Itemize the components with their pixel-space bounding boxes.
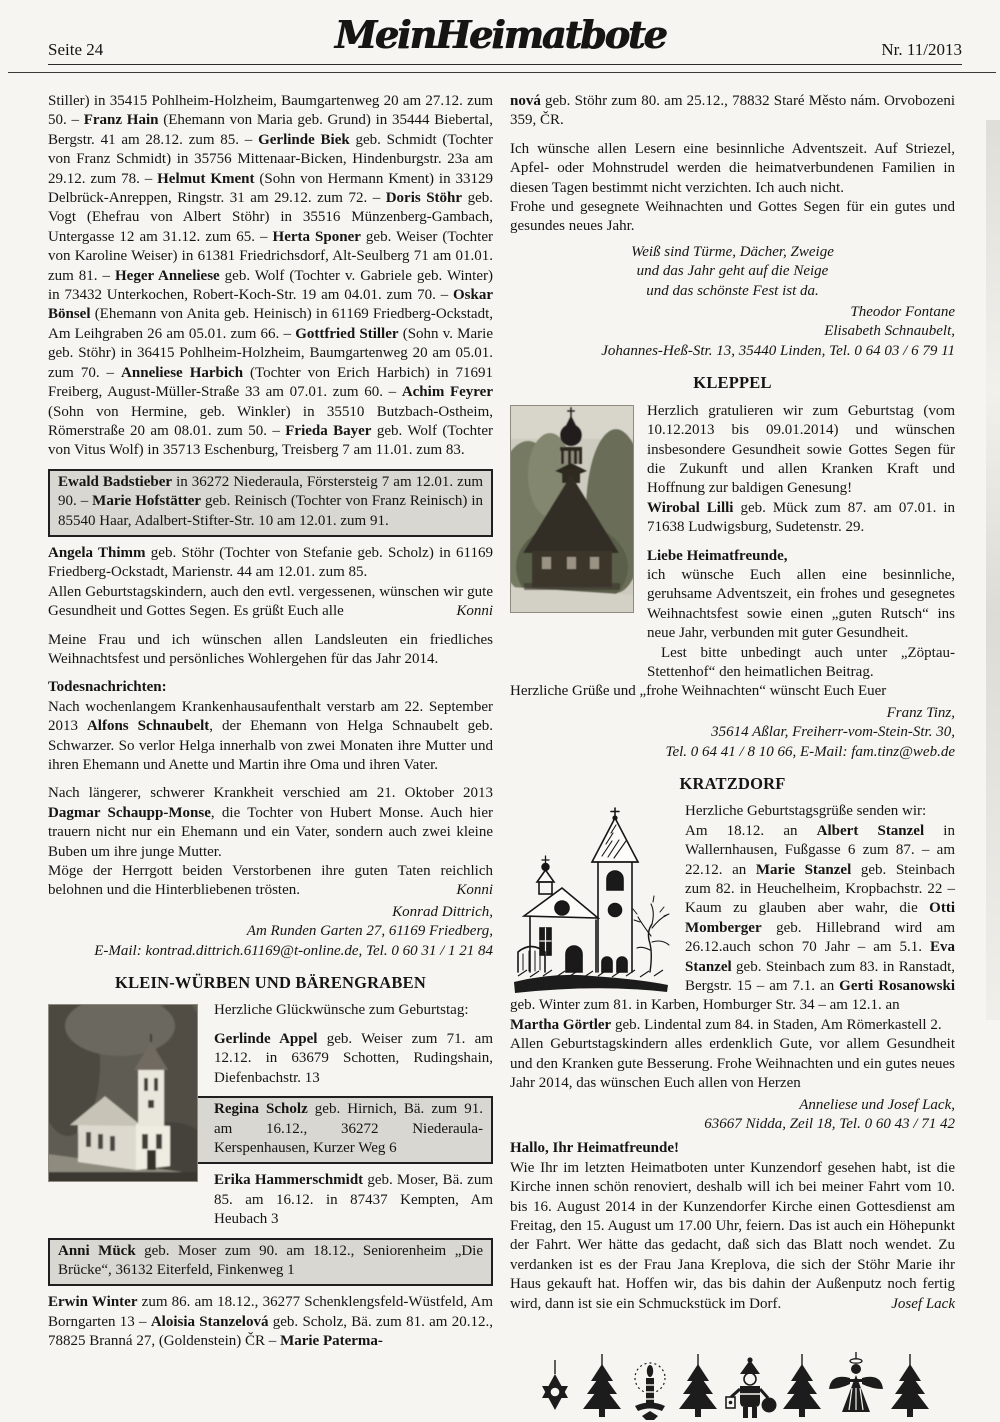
hallo-heading: Hallo, Ihr Heimatfreunde!: [510, 1140, 680, 1157]
name-bold: Gottfried Stiller: [295, 325, 399, 342]
text-segment: Allen Geburtstagskindern, auch den evtl. vergessenen, wünschen wir gute Gesundheit und Gottes Segen. Es grüßt Euch alle: [48, 583, 493, 620]
section-heading-klein-wuerben: KLEIN-WÜRBEN UND BÄRENGRABEN: [115, 973, 426, 993]
frohe-weihnachten-paragraph: Frohe und gesegnete Weihnachten und Gottes Segen für ein gutes und gesundes neues Jahr.: [510, 199, 955, 235]
text-segment: geb. Vogt (Ehefrau von Albert Stöhr) in 35516 Münzenberg-Gambach, Untergasse 12 am 31.12. zum 65. –: [48, 190, 493, 245]
birthday-list-continued: [48, 92, 493, 461]
name-bold: Dagmar Schaupp-Monse: [48, 804, 211, 821]
liebe-heimatfreunde-heading: Liebe Heimatfreunde,: [647, 547, 788, 564]
name-bold: Ewald Badstieber: [58, 473, 173, 490]
candle-icon: [627, 1358, 673, 1422]
text-segment: (Ehemann von Anita geb. Heinisch) in 61169 Friedberg-Ockstadt, Am Leihgraben 26 am 05.01. zum 66. –: [48, 306, 493, 342]
name-bold: Gerlinde Biek: [258, 131, 350, 148]
hallo-body: [510, 1159, 955, 1314]
text-segment: geb. Mück zum 87. am 07.01. in 71638 Ludwigsburg, Sudetenstr. 29.: [647, 499, 955, 536]
name-bold: Herta Sponer: [272, 228, 361, 245]
signature-text: Konni: [456, 603, 493, 620]
text-segment: geb. Reinisch (Tochter von Franz Reinisch) in 85540 Haar, Adalbert-Stifter-Str. 10 am 12.01. zum 91.: [58, 493, 484, 529]
left-column: [48, 92, 493, 1422]
name-bold: Alfons Schnaubelt: [86, 718, 210, 735]
name-bold: Wirobal Lilli: [647, 499, 734, 516]
text-segment: zum 86. am 18.12., 36277 Schenklengsfeld-Wüstfeld, Am Borngarten 13 –: [48, 1294, 493, 1330]
page-number: Seite 24: [48, 40, 104, 59]
line: E-Mail: kontrad.dittrich.61169@t-online.de, Tel. 0 60 31 / 1 21 84: [94, 942, 493, 959]
zoeptau-note: Lest bitte unbedingt auch unter „Zöptau-Stettenhof“ den heimatlichen Beitrag.: [647, 644, 955, 680]
line: Tel. 0 64 41 / 8 10 66, E-Mail: fam.tinz@web.de: [665, 743, 955, 760]
kratzdorf-intro: Herzliche Geburtstagsgrüße senden wir:: [685, 803, 927, 820]
name-bold: Frieda Bayer: [285, 422, 372, 439]
name-bold: Achim Feyrer: [401, 384, 493, 401]
name-bold: Franz Hain: [83, 112, 159, 129]
text-segment: Nach wochenlangem Krankenhausaufenthalt verstarb am 22. September 2013: [48, 698, 493, 735]
text-segment: geb. Steinbach zum 83. in Ranstadt, Bergstr. 15 – am 7.1. an: [685, 958, 955, 995]
text-segment: geb. Winter zum 81. in Karben, Homburger Str. 34 – am 12.1. an: [510, 997, 900, 1014]
liebe-heimatfreunde-body: ich wünsche Euch allen eine besinnliche, geruhsame Adventszeit, ein frohes und gesegnetes Weihnachtsfest sowie einen „guten Rutsch“ ins neue Jahr, verbunden mit guter Gesundheit.: [647, 566, 955, 642]
signature-text: Konni: [456, 882, 493, 899]
kratzdorf-figure: [510, 802, 955, 1015]
name-bold: Eva Stanzel: [685, 939, 955, 975]
text-segment: geb. Hirnich, Bä. zum 91. am 16.12., 36272 Niederaula-Kerspenhausen, Kurzer Weg 6: [214, 1101, 483, 1156]
text-segment: (Sohn von Hermann Kment) in 33129 Delbrück-Anreppen, Ringstr. 31 am 29.12. zum 72. –: [48, 170, 493, 207]
text-segment: (Sohn v. Marie geb. Stöhr) in 36415 Pohlheim-Holzheim, Baumgartenweg 20 am 05.01. zum 70. –: [48, 325, 493, 381]
text-segment: (Tochter von Erich Harbich) in 71691 Freiberg, August-Müller-Straße 33 am 07.01. zum 60. –: [48, 364, 494, 401]
birthday-greeting: [48, 583, 493, 622]
line: Konrad Dittrich,: [392, 903, 493, 920]
santa-icon: [723, 1356, 777, 1422]
text-segment: Am 18.12. an: [685, 822, 817, 839]
fontane-poem: [510, 243, 955, 301]
all-wishes-paragraph: Allen Geburtstagskindern alles erdenklich Gute, vor allem Gesundheit und den Kranken gute Besserung. Frohe Weihnachten und ein gutes neues Jahr 2014, das wünschen Euch allen von Herzen: [510, 1036, 955, 1092]
name-bold: Doris Stöhr: [385, 190, 463, 207]
kleppel-onion-dome-church-photo: [510, 405, 634, 613]
text-segment: geb. Lindental zum 84. in Staden, Am Römerkastell 2.: [611, 1016, 942, 1033]
line: Anneliese und Josef Lack,: [799, 1096, 955, 1113]
name-bold: Angela Thimm: [48, 544, 146, 561]
death-blessing: [48, 862, 493, 901]
text-segment: (Sohn von Hermine, geb. Winkler) in 35510 Butzbach-Ostheim, Römerstraße 20 am 08.01. zum 50. –: [48, 403, 493, 439]
klein-wuerben-church-photo: [48, 1004, 198, 1182]
angel-icon: [827, 1352, 885, 1422]
line: Am Runden Garten 27, 61169 Friedberg,: [246, 923, 493, 940]
text-segment: , der Ehemann von Helga Schnaubelt geb. Schwarzer. So verlor Helga innerhalb von zwei Monaten ihre Mutter und ihren Ehemann und Anette und Martin ihre Oma und ihren Vater.: [48, 718, 493, 773]
kleppel-intro: Herzlich gratulieren wir zum Geburtstag (vom 10.12.2013 bis 09.01.2014) und wünschen insbesondere Gesundheit sowie Gottes Segen für die Zukunft und allen Kranken Kraft und Hoffnung zur baldigen Genesung!: [647, 402, 955, 497]
line: Elisabeth Schnaubelt,: [824, 323, 955, 340]
text-segment: Stiller) in 35415 Pohlheim-Holzheim, Baumgartenweg 20 am 27.12. zum 50. –: [48, 93, 493, 129]
name-bold: Oskar Bönsel: [48, 287, 493, 323]
highlight-box-mueck: [48, 1238, 493, 1287]
name-bold: Marie Hofstätter: [92, 493, 202, 510]
text-segment: Möge der Herrgott beiden Verstorbenen ihre guten Taten reichlich belohnen und die Hinterbliebenen trösten.: [48, 863, 493, 899]
dittrich-signature: [48, 903, 493, 961]
kleppel-figure: [510, 402, 955, 683]
text-segment: in 36272 Niederaula, Förstersteig 7 am 12.01. zum 90. –: [58, 473, 483, 510]
line: 63667 Nidda, Zeil 18, Tel. 0 60 43 / 71 42: [704, 1115, 955, 1132]
winter-paragraph: [48, 1293, 493, 1351]
death-notices-heading: Todesnachrichten:: [48, 679, 167, 696]
text-segment: in Wallernhausen, Fußgasse 6 zum 87. – am 22.12. an: [685, 822, 955, 878]
text-segment: geb. Moser, Bä. zum 85. am 16.12. in 87437 Kempten, Am Heubach 3: [214, 1172, 494, 1228]
line: 35614 Aßlar, Freiherr-vom-Stein-Str. 30,: [711, 724, 955, 741]
right-column: [510, 92, 955, 1422]
name-bold: nová: [510, 93, 541, 109]
two-column-body: [0, 80, 1000, 1422]
masthead-title: MeinHeimatbote: [319, 16, 682, 60]
name-bold: Regina Scholz: [214, 1101, 308, 1118]
text-segment: geb. Moser zum 90. am 18.12., Seniorenheim „Die Brücke“, 36132 Eiterfeld, Finkenweg 1: [58, 1242, 484, 1278]
name-bold: Albert Stanzel: [816, 822, 925, 839]
name-bold: Erwin Winter: [48, 1294, 138, 1311]
klein-wuerben-figure: [48, 1001, 493, 1229]
highlight-box-badstieber: [48, 469, 493, 537]
scan-artifact: [986, 120, 1000, 1020]
signature-text: Josef Lack: [891, 1295, 955, 1312]
star-ornament-icon: [533, 1360, 577, 1422]
tinz-signature: [510, 704, 955, 762]
text-segment: geb. Scholz, Bä. zum 81. am 20.12., 78825 Branná 27, (Goldenstein) ČR –: [48, 1313, 494, 1350]
text-segment: geb. Weiser (Tochter von Karoline Weiser) in 61381 Friedrichsdorf, Alt-Seulberg 71 am 01.01. zum 81. –: [48, 228, 493, 284]
thimm-paragraph: [48, 544, 493, 583]
new-year-wish: Meine Frau und ich wünschen allen Landsleuten ein friedliches Weihnachtsfest und persönliches Wohlergehen für das Jahr 2014.: [48, 631, 493, 667]
name-bold: Martha Görtler: [510, 1016, 612, 1033]
gruesse-line: Herzliche Grüße und „frohe Weihnachten“ wünscht Euch Euer: [510, 683, 887, 700]
issue-number: Nr. 11/2013: [881, 40, 962, 59]
kratzdorf-church-line-drawing: [510, 804, 672, 996]
name-bold: Marie Stanzel: [755, 861, 852, 878]
line: Theodor Fontane: [850, 304, 955, 321]
goertler-paragraph: [510, 1016, 955, 1035]
lack-signature: [510, 1096, 955, 1135]
name-bold: Gerlinde Appel: [214, 1030, 318, 1047]
death-notice-schnaubelt: [48, 698, 493, 776]
text-segment: geb. Schmidt (Tochter von Franz Schmidt) in 35756 Mittenaar-Bicken, Hindenburgstr. 23a am 29.12. zum 78. –: [48, 131, 494, 187]
header-rule-upper: [48, 64, 962, 65]
patermanova-continued: [510, 92, 955, 131]
text-segment: geb. Wolf (Tochter von Vitus Wolf) in 35713 Eschenburg, Treisberg 7 am 11.01. zum 83.: [48, 422, 493, 459]
page-header: [0, 0, 1000, 80]
line: Franz Tinz,: [886, 704, 955, 721]
name-bold: Heger Anneliese: [115, 267, 220, 284]
header-rule-lower: [8, 72, 996, 73]
christmas-garland: [510, 1326, 955, 1422]
advent-paragraph: Ich wünsche allen Lesern eine besinnliche Adventszeit. Auf Striezel, Apfel- oder Mohnstrudel werden die heimatverbundenen Familien in diesen Tagen bestimmt nicht verzichten. Ich auch nicht.: [510, 140, 955, 196]
klein-wuerben-intro: Herzliche Glückwünsche zum Geburtstag:: [214, 1002, 469, 1019]
name-bold: Anneliese Harbich: [121, 364, 244, 381]
line: und das schönste Fest ist da.: [646, 282, 819, 299]
death-notice-schaupp-monse: [48, 784, 493, 862]
name-bold: Gerti Rosanowski: [839, 978, 955, 995]
text-segment: geb. Stöhr (Tochter von Stefanie geb. Scholz) in 61169 Friedberg-Ockstadt, Marienstr. 44 am 12.01. zum 85.: [48, 544, 493, 581]
name-bold: Marie Paterma-: [280, 1333, 383, 1350]
text-segment: (Ehemann von Maria geb. Grund) in 35444 Biebertal, Bergstr. 41 am 28.12. zum 85. –: [48, 112, 493, 148]
name-bold: Aloisia Stanzelová: [150, 1313, 269, 1330]
section-heading-kleppel: KLEPPEL: [693, 373, 772, 393]
line: Johannes-Heß-Str. 13, 35440 Linden, Tel. 0 64 03 / 6 79 11: [601, 342, 955, 359]
name-bold: Helmut Kment: [157, 170, 255, 187]
name-bold: Erika Hammerschmidt: [214, 1172, 364, 1189]
line: Weiß sind Türme, Dächer, Zweige: [631, 243, 834, 260]
text-segment: geb. Hillebrand wird am 26.12.auch schon 70 Jahr – am 5.1.: [685, 919, 955, 956]
fontane-schnaubelt-signature: [510, 303, 955, 361]
text-segment: Nach längerer, schwerer Krankheit verschied am 21. Oktober 2013: [48, 785, 493, 802]
text-segment: , die Tochter von Hubert Monse. Auch hier trauern nicht nur ein Ehemann und ein Vater, sondern auch zwei kleine Buben um ihre junge Mutter.: [48, 804, 494, 860]
text-segment: geb. Wolf (Tochter v. Gabriele geb. Winter) in 73432 Unterkochen, Robert-Koch-Str. 19 am 04.01. zum 70. –: [48, 267, 493, 304]
section-heading-kratzdorf: KRATZDORF: [679, 774, 786, 793]
text-segment: geb. Weiser zum 71. am 12.12. in 63679 Schotten, Rudingshain, Diefenbachstr. 13: [214, 1030, 493, 1086]
line: und das Jahr geht auf die Neige: [636, 263, 829, 280]
text-segment: geb. Steinbach zum 82. in Heuchelheim, Kropbachstr. 22 – Kaum zu glauben aber wahr, die: [685, 861, 955, 917]
text-segment: Wie Ihr im letzten Heimatboten unter Kunzendorf gesehen habt, ist die Kirche innen schön renoviert, deshalb will ich bei meiner Fahrt vom 10. bis 16. August 2014 in der Kunzendorfer Kirche einen Gottesdienst am Freitag, den 15. August um 17.00 Uhr, feiern. Das ist auch ein Höhepunkt der Fahrt. Wer hätte das gedacht, daß sich das Blatt noch wendet. Zu verdanken ist es der Frau Jana Kreplova, die sich der Stöhr Marie ihr Haus gekauft hat. Hoffen wir, das bis dahin der Außenputz noch fertig wird, dann ist sie ein Schmuckstück im Dorf.: [510, 1159, 955, 1312]
text-segment: geb. Stöhr zum 80. am 25.12., 78832 Staré Město nám. Orvobozeni 359, ČR.: [510, 93, 955, 129]
name-bold: Anni Mück: [58, 1242, 136, 1259]
name-bold: Otti Momberger: [685, 900, 955, 936]
